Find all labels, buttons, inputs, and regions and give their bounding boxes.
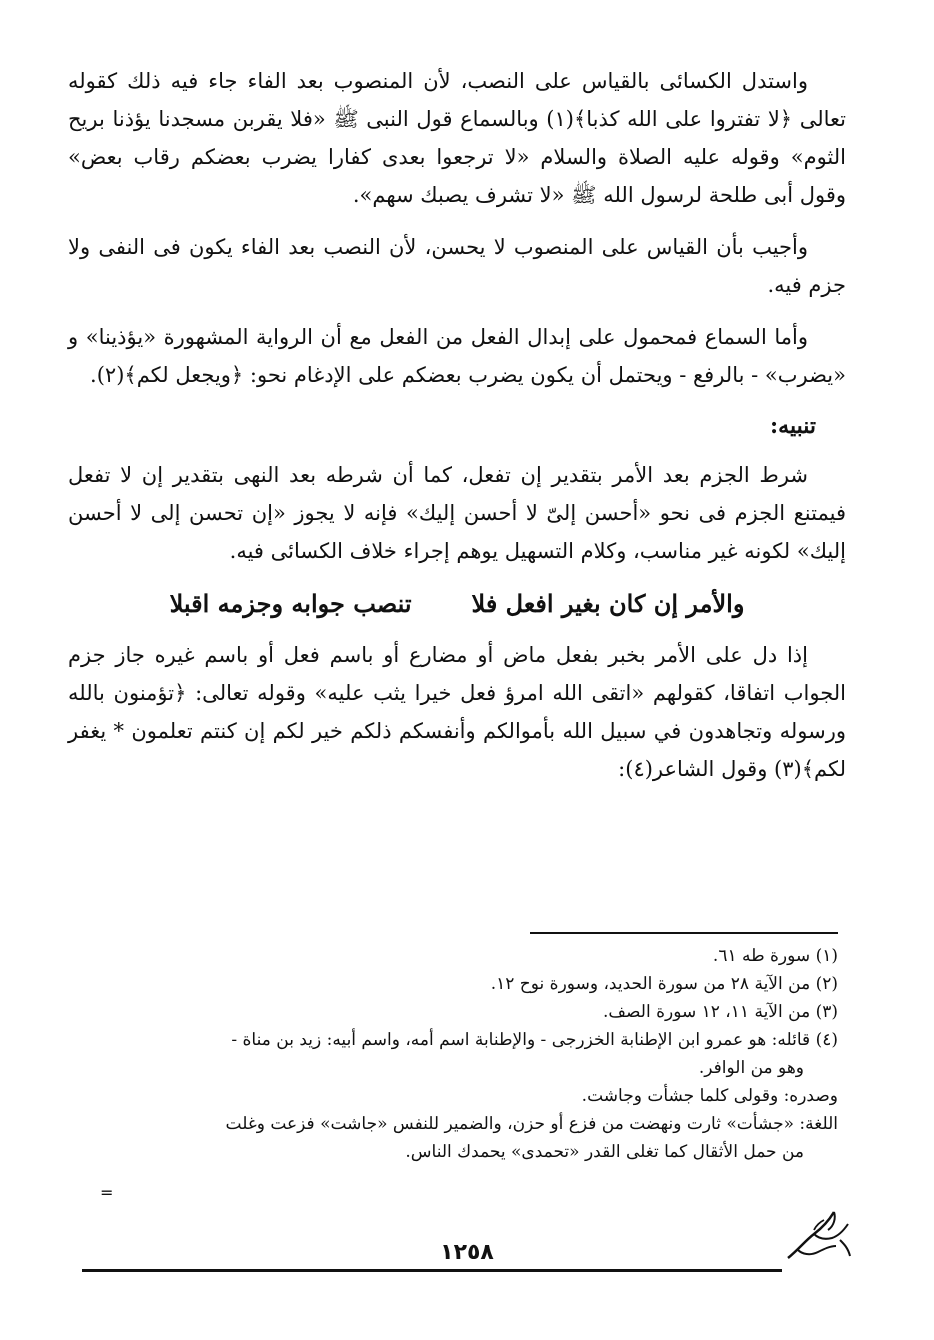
footnote-line: اللغة: «جشأت» ثارت ونهضت من فزع أو حزن، والضمير للنفس «جاشت» فزعت وغلت: [225, 1114, 838, 1134]
footnote-line: من حمل الأثقال كما تغلى القدر «تحمدى» يحمدك الناس.: [405, 1142, 804, 1162]
verse-line: [68, 584, 846, 624]
footnote-line: وهو من الوافر.: [698, 1058, 804, 1078]
section-heading: تنبيه:: [770, 413, 816, 439]
paragraph-3: وأما السماع فمحمول على إبدال الفعل من الفعل مع أن الرواية المشهورة «يؤذينا» و «يضرب» - بالرفع - ويحتمل أن يكون يضرب بعضكم على الإدغام نحو: ﴿ويجعل لكم﴾(٢).: [68, 325, 846, 387]
bottom-rule: [82, 1269, 782, 1272]
paragraph-4: شرط الجزم بعد الأمر بتقدير إن تفعل، كما أن شرطه بعد النهى بتقدير إن لا تفعل فيمتنع الجزم فى نحو «أحسن إلىّ لا أحسن إليك» فإنه لا يجوز «إن تحسن إلى لا أحسن إليك» لكونه غير مناسب، وكلام التسهيل يوهم إجراء خلاف الكسائى فيه.: [68, 463, 846, 563]
footnotes: [78, 942, 838, 1166]
flourish-ornament-icon: [784, 1200, 856, 1264]
paragraph-2: وأجيب بأن القياس على المنصوب لا يحسن، لأن النصب بعد الفاء يكون فى النفى ولا جزم فيه.: [68, 235, 846, 297]
footnote-line: (١) سورة طه ٦١.: [712, 946, 838, 966]
verse-second-hemistich: تنصب جوابه وجزمه اقبلا: [169, 589, 412, 618]
footnote-line: وصدره: وقولى كلما جشأت وجاشت.: [581, 1086, 838, 1106]
footnote-line: (٣) من الآية ١١، ١٢ سورة الصف.: [603, 1002, 838, 1022]
page-body: [68, 62, 846, 802]
page-number: ١٢٥٨: [440, 1240, 494, 1265]
footnote-separator: [530, 932, 838, 934]
footnote-line: (٢) من الآية ٢٨ من سورة الحديد، وسورة نوح ١٢.: [490, 974, 838, 994]
footnote-line: (٤) قائله: هو عمرو ابن الإطنابة الخزرجى - والإطنابة اسم أمه، واسم أبيه: زيد بن مناة -: [231, 1030, 838, 1050]
continuation-mark: =: [100, 1183, 114, 1202]
paragraph-5: إذا دل على الأمر بخبر بفعل ماض أو مضارع أو باسم فعل أو باسم غيره جاز جزم الجواب اتفاقا، كقولهم «اتقى الله امرؤ فعل خيرا يثب عليه» وقوله تعالى: ﴿تؤمنون بالله ورسوله وتجاهدون في سبيل الله بأموالكم وأنفسكم ذلكم خير لكم إن كنتم تعلمون * يغفر لكم﴾(٣) وقول الشاعر(٤):: [68, 643, 846, 781]
paragraph-1: واستدل الكسائى بالقياس على النصب، لأن المنصوب بعد الفاء جاء فيه ذلك كقوله تعالى ﴿لا تفتروا على الله كذبا﴾(١) وبالسماع قول النبى ﷺ «فلا يقربن مسجدنا يؤذنا بريح الثوم» وقوله عليه الصلاة والسلام «لا ترجعوا بعدى كفارا يضرب بعضكم رقاب بعض» وقول أبى طلحة لرسول الله ﷺ «لا تشرف يصبك سهم».: [68, 69, 846, 207]
verse-first-hemistich: والأمر إن كان بغير افعل فلا: [471, 589, 745, 618]
